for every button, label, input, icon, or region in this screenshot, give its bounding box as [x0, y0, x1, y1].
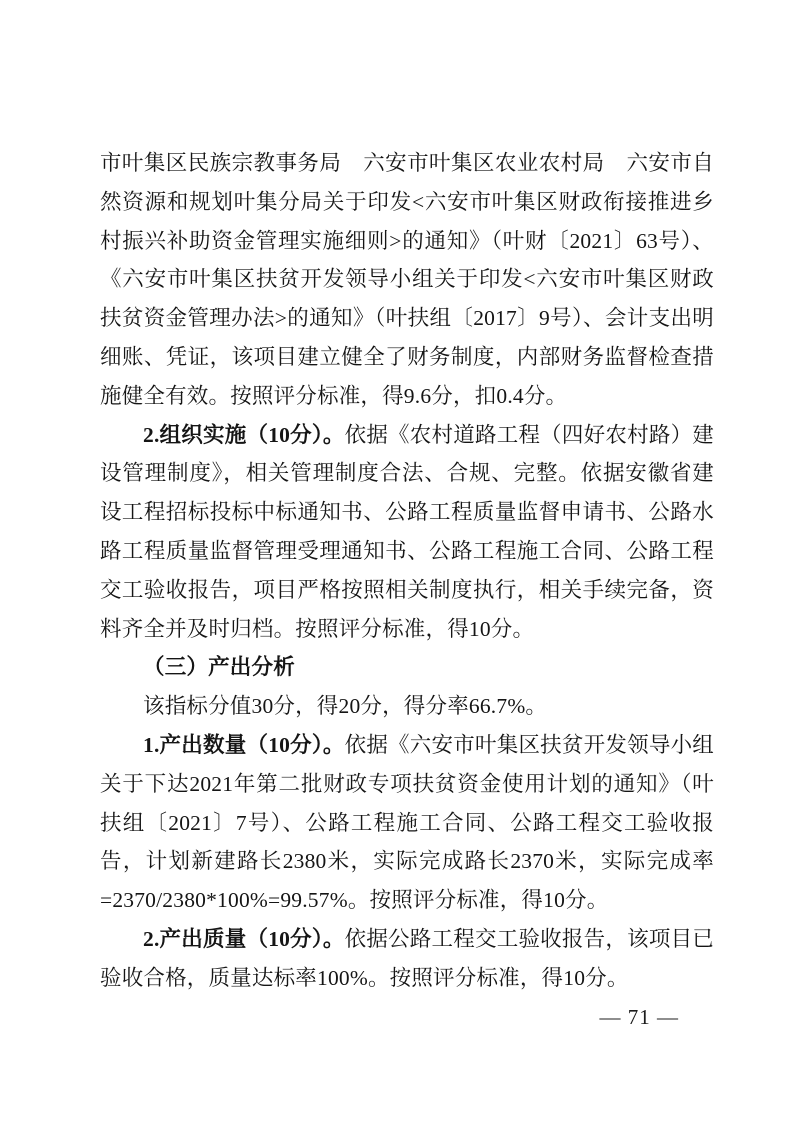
page-number: — 71 — [599, 1005, 679, 1029]
paragraph-text: 市叶集区民族宗教事务局 六安市叶集区农业农村局 六安市自然资源和规划叶集分局关于印发<六安市叶集区财政衔接推进乡村振兴补助资金管理实施细则>的通知》（叶财〔2021〕63号）、《六安市叶集区扶贫开发领导小组关于印发<六安市叶集区财政扶贫资金管理办法>的通知》（叶扶组〔2017〕9号）、会计支出明细账、凭证，该项目建立健全了财务制度，内部财务监督检查措施健全有效。按照评分标准，得9.6分，扣0.4分。 [100, 151, 714, 408]
paragraph-text: 依据《六安市叶集区扶贫开发领导小组关于下达2021年第二批财政专项扶贫资金使用计划的通知》（叶扶组〔2021〕7号）、公路工程施工合同、公路工程交工验收报告，计划新建路长2380米，实际完成路长2370米，实际完成率=2370/2380*100%=99.57%。按照评分标准，得10分。 [100, 732, 714, 913]
para-output-quantity [100, 726, 714, 920]
paragraph-text: 该指标分值30分，得20分，得分率66.7%。 [143, 694, 548, 719]
para-organization-implementation [100, 416, 714, 649]
document-body [100, 144, 714, 998]
paragraph-lead: 1.产出数量（10分）。 [143, 732, 345, 757]
paragraph-lead: 2.组织实施（10分）。 [143, 422, 345, 447]
paragraph-text: 依据公路工程交工验收报告，该项目已验收合格，质量达标率100%。按照评分标准，得10分。 [100, 926, 714, 990]
paragraph-lead: 2.产出质量（10分）。 [143, 926, 345, 951]
heading-output-analysis [100, 648, 714, 687]
para-funds-management-continuation [100, 144, 714, 416]
section-heading-text: （三）产出分析 [143, 655, 295, 680]
paragraph-text: 依据《农村道路工程（四好农村路）建设管理制度》，相关管理制度合法、合规、完整。依据安徽省建设工程招标投标中标通知书、公路工程质量监督申请书、公路水路工程质量监督管理受理通知书、公路工程施工合同、公路工程交工验收报告，项目严格按照相关制度执行，相关手续完备，资料齐全并及时归档。按照评分标准，得10分。 [100, 422, 714, 641]
para-indicator-score [100, 687, 714, 726]
para-output-quality [100, 920, 714, 998]
